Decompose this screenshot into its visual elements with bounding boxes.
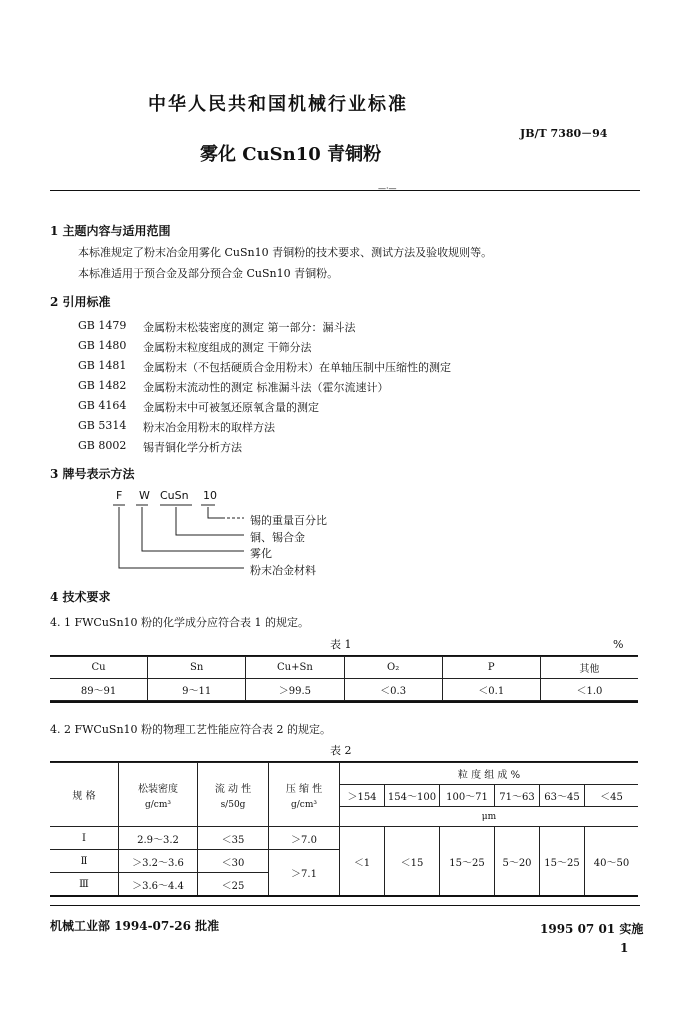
- table-2-size-value: 15～25: [540, 827, 585, 896]
- table-1-unit: %: [613, 638, 624, 651]
- ref-text: 金属粉末流动性的测定 标准漏斗法（霍尔流速计）: [143, 381, 389, 394]
- approval-line: 机械工业部 1994-07-26 批准: [50, 919, 220, 933]
- designation-label-pm-material: 粉末冶金材料: [250, 564, 316, 577]
- table-2-grade: Ⅲ: [50, 873, 119, 896]
- issuing-org: 中华人民共和国机械行业标准: [148, 94, 408, 115]
- section-1-line-2: 本标准适用于预合金及部分预合金 CuSn10 青铜粉。: [78, 267, 339, 280]
- table-2-size-col: 154～100: [385, 785, 440, 807]
- ref-code: GB 1479: [78, 319, 127, 332]
- designation-label-tin-percent: 锡的重量百分比: [250, 514, 327, 527]
- section-1-heading: 1 主题内容与适用范围: [50, 224, 171, 238]
- table-2-header-comp-text: 压 缩 性: [285, 783, 323, 795]
- designation-part-f: F: [116, 489, 123, 502]
- designation-part-cusn: CuSn: [160, 489, 189, 502]
- table-2-density: ＞3.2～3.6: [119, 850, 198, 873]
- table-1: [50, 656, 638, 701]
- table-2-caption: 表 2: [330, 744, 352, 757]
- table-1-header-cell: 其他: [540, 657, 638, 679]
- section-3-heading: 3 牌号表示方法: [50, 467, 135, 481]
- table-2-header-flow: [198, 763, 269, 827]
- table-2-compressibility: ＞7.0: [269, 827, 340, 850]
- table-2-density: 2.9～3.2: [119, 827, 198, 850]
- table-1-header-cell: O₂: [344, 657, 442, 679]
- table-1-header-cell: P: [442, 657, 540, 679]
- footer-rule: [50, 905, 640, 906]
- ref-code: GB 5314: [78, 419, 127, 432]
- table-1-cell: 89～91: [50, 679, 148, 701]
- ref-code: GB 1480: [78, 339, 127, 352]
- table-2-header-comp-unit: g/cm³: [291, 799, 317, 810]
- designation-label-cu-sn-alloy: 铜、锡合金: [250, 531, 305, 544]
- table-1-cell: ＜0.1: [442, 679, 540, 701]
- table-2-bottom-rule: [50, 895, 638, 897]
- table-1-caption: 表 1: [330, 638, 352, 651]
- table-2-header-density-unit: g/cm³: [145, 799, 171, 810]
- table-2-header-density: [119, 763, 198, 827]
- table-2-size-value: 40～50: [585, 827, 639, 896]
- table-1-cell: ＞99.5: [246, 679, 344, 701]
- standard-code: JB/T 7380－94: [520, 127, 608, 140]
- table-2-flow: ＜25: [198, 873, 269, 896]
- page-number: 1: [620, 941, 629, 955]
- ref-text: 粉末冶金用粉末的取样方法: [143, 421, 275, 434]
- table-2-header-grade: [50, 763, 119, 827]
- table-1-cell: 9～11: [148, 679, 246, 701]
- table-2-size-value: 5～20: [495, 827, 540, 896]
- table-2-size-unit: μm: [340, 807, 639, 827]
- document-title: 雾化 CuSn10 青铜粉: [200, 144, 382, 165]
- table-1-header-cell: Cu+Sn: [246, 657, 344, 679]
- table-1-cell: ＜0.3: [344, 679, 442, 701]
- table-2-compressibility: ＞7.1: [269, 850, 340, 896]
- ref-code: GB 1482: [78, 379, 127, 392]
- section-1-line-1: 本标准规定了粉末冶金用雾化 CuSn10 青铜粉的技术要求、测试方法及验收规则等。: [78, 246, 493, 259]
- table-2-header-row: [50, 763, 638, 785]
- section-4-heading: 4 技术要求: [50, 590, 111, 604]
- section-2-heading: 2 引用标准: [50, 295, 111, 309]
- table-2-size-value: ＜1: [340, 827, 385, 896]
- table-2-size-col: ＜45: [585, 785, 639, 807]
- ref-text: 金属粉末粒度组成的测定 干筛分法: [143, 341, 312, 354]
- table-2-size-col: 63～45: [540, 785, 585, 807]
- ref-text: 锡青铜化学分析方法: [143, 441, 242, 454]
- table-2-size-col: 100～71: [440, 785, 495, 807]
- effective-date: 1995 07 01 实施: [540, 922, 644, 936]
- ref-code: GB 8002: [78, 439, 127, 452]
- table-2-header-density-text: 松装密度: [138, 783, 178, 795]
- table-2-row: [50, 827, 638, 850]
- table-1-header-row: [50, 657, 638, 679]
- header-rule-mark: —·—: [378, 184, 397, 193]
- table-1-bottom-rule: [50, 701, 638, 703]
- ref-text: 金属粉末松装密度的测定 第一部分：漏斗法: [143, 321, 356, 334]
- clause-4-1: 4. 1 FWCuSn10 粉的化学成分应符合表 1 的规定。: [50, 616, 310, 629]
- table-2-size-col: ＞154: [340, 785, 385, 807]
- table-1-header-cell: Sn: [148, 657, 246, 679]
- table-2: [50, 762, 638, 896]
- ref-code: GB 1481: [78, 359, 127, 372]
- designation-part-10: 10: [203, 489, 217, 502]
- table-2-header-flow-text: 流 动 性: [214, 783, 252, 795]
- table-2-size-value: ＜15: [385, 827, 440, 896]
- ref-text: 金属粉末中可被氢还原氧含量的测定: [143, 401, 319, 414]
- clause-4-2: 4. 2 FWCuSn10 粉的物理工艺性能应符合表 2 的规定。: [50, 723, 332, 736]
- table-2-grade: Ⅱ: [50, 850, 119, 873]
- table-2-size-value: 15～25: [440, 827, 495, 896]
- table-2-header-grade-text: 规 格: [72, 791, 96, 802]
- designation-part-w: W: [139, 489, 150, 502]
- table-2-header-compressibility: [269, 763, 340, 827]
- ref-code: GB 4164: [78, 399, 127, 412]
- table-2-flow: ＜35: [198, 827, 269, 850]
- table-2-size-col: 71～63: [495, 785, 540, 807]
- ref-text: 金属粉末（不包括硬质合金用粉末）在单轴压制中压缩性的测定: [143, 361, 451, 374]
- designation-label-atomized: 雾化: [250, 547, 272, 560]
- table-2-header-flow-unit: s/50g: [220, 799, 246, 810]
- table-2-flow: ＜30: [198, 850, 269, 873]
- table-1-cell: ＜1.0: [540, 679, 638, 701]
- table-1-data-row: [50, 679, 638, 701]
- table-2-grade: Ⅰ: [50, 827, 119, 850]
- table-1-header-cell: Cu: [50, 657, 148, 679]
- table-2-density: ＞3.6～4.4: [119, 873, 198, 896]
- table-2-header-size: 粒 度 组 成 %: [340, 763, 639, 785]
